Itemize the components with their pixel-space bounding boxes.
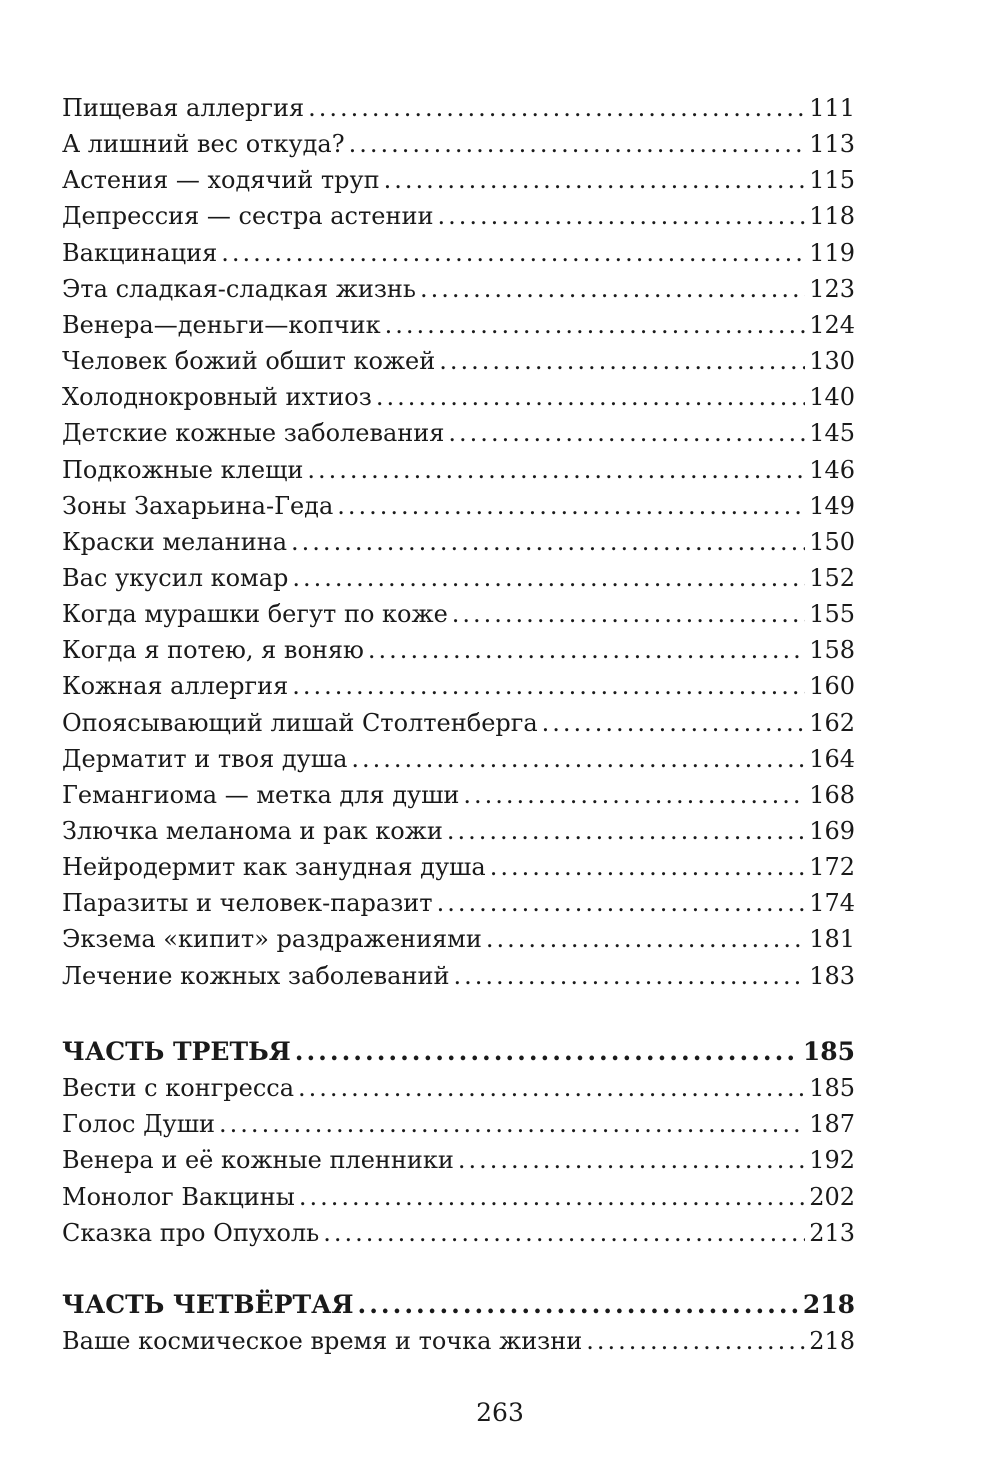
dot-leader (307, 453, 805, 487)
dot-leader (447, 814, 805, 848)
toc-entry (62, 416, 855, 450)
toc-entry-title: ЧАСТЬ ЧЕТВЁРТАЯ (62, 1290, 354, 1319)
toc-entry-page: 118 (809, 202, 855, 231)
dot-leader (337, 489, 805, 523)
dot-leader (221, 236, 805, 270)
dot-leader (376, 380, 805, 414)
toc-section-heading (62, 1288, 855, 1322)
toc-entry-title: Гемангиома — метка для души (62, 780, 460, 809)
toc-entry (62, 1071, 855, 1105)
dot-leader (292, 561, 805, 595)
toc-entry-page: 146 (809, 455, 855, 484)
toc-entry-page: 111 (809, 94, 855, 122)
toc-entry-title: Ваше космическое время и точка жизни (62, 1327, 583, 1356)
toc-entry-title: Паразиты и человек-паразит (62, 889, 433, 918)
toc-entry-page: 145 (809, 419, 855, 448)
toc-entry-title: Опоясывающий лишай Столтенберга (62, 708, 538, 737)
dot-leader (452, 597, 805, 631)
toc-entry-page: 155 (809, 600, 855, 629)
toc-entry-title: Экзема «кипит» раздражениями (62, 925, 482, 954)
toc-entry (62, 380, 855, 414)
toc-entry-page: 218 (802, 1290, 855, 1319)
toc-entry (62, 308, 855, 342)
toc-entry-title: Лечение кожных заболеваний (62, 961, 450, 990)
toc-entry-page: 123 (809, 274, 855, 303)
toc-entry (62, 236, 855, 270)
toc-entry-page: 113 (809, 130, 855, 159)
toc-entry-title: Монолог Вакцины (62, 1182, 295, 1211)
toc-entry-page: 152 (809, 563, 855, 592)
toc-entry-title: Венера и её кожные пленники (62, 1146, 454, 1175)
toc-entry (62, 561, 855, 595)
toc-entry-title: Злючка меланома и рак кожи (62, 817, 443, 845)
toc-entry-title: Человек божий обшит кожей (62, 347, 436, 376)
toc-entry-page: 158 (809, 636, 855, 665)
toc-entry-title: Когда мурашки бегут по коже (62, 600, 448, 629)
toc-entry-page: 169 (809, 817, 855, 845)
toc-entry (62, 525, 855, 559)
toc-entry-title: Депрессия — сестра астении (62, 202, 434, 231)
dot-leader (384, 163, 806, 197)
toc-entry-page: 140 (809, 383, 855, 412)
toc-entry-title: Дерматит и твоя душа (62, 744, 348, 773)
toc-entry-page: 192 (809, 1146, 855, 1175)
toc-entry-title: Голос Души (62, 1110, 216, 1139)
toc-entry-page: 168 (809, 780, 855, 809)
toc-entry-page: 183 (809, 961, 855, 990)
dot-leader (291, 525, 805, 559)
dot-leader (439, 344, 805, 378)
toc-entry-page: 119 (809, 238, 855, 267)
dot-leader (586, 1324, 805, 1358)
dot-leader (486, 922, 805, 956)
toc-entry-page: 202 (809, 1182, 855, 1211)
toc-entry-title: Сказка про Опухоль (62, 1218, 320, 1247)
toc-entry-title: Когда я потею, я воняю (62, 636, 364, 665)
dot-leader (542, 706, 806, 740)
toc-entry-page: 218 (809, 1327, 855, 1356)
toc-entry-title: Подкожные клещи (62, 455, 304, 484)
dot-leader (349, 127, 806, 161)
toc-entry (62, 127, 855, 161)
toc-entry (62, 1143, 855, 1177)
toc-entry-page: 164 (809, 744, 855, 773)
toc-entry (62, 163, 855, 197)
toc-entry (62, 1107, 855, 1141)
toc-entry-title: Зоны Захарьина-Геда (62, 491, 334, 520)
toc-section-heading (62, 1035, 855, 1069)
toc-entry (62, 778, 855, 812)
toc-entry-title: ЧАСТЬ ТРЕТЬЯ (62, 1037, 291, 1066)
toc-entry-page: 162 (809, 708, 855, 737)
dot-leader (437, 886, 806, 920)
toc-entry-page: 187 (809, 1110, 855, 1139)
toc-entry-title: Пищевая аллергия (62, 94, 305, 122)
toc-entry (62, 886, 855, 920)
toc-entry-title: Нейродермит как занудная душа (62, 853, 486, 882)
toc-entry (62, 706, 855, 740)
toc-entry (62, 669, 855, 703)
toc-entry (62, 922, 855, 956)
toc-entry (62, 814, 855, 848)
toc-entry (62, 959, 855, 993)
toc-entry-page: 160 (809, 672, 855, 701)
dot-leader (437, 199, 805, 233)
dot-leader (490, 850, 806, 884)
toc-entry (62, 633, 855, 667)
toc-entry-title: А лишний вес откуда? (62, 130, 345, 159)
toc-entry-page: 174 (809, 889, 855, 918)
toc-entry (62, 91, 855, 125)
toc-entry-page: 181 (809, 925, 855, 954)
toc-entry-page: 150 (809, 527, 855, 556)
dot-leader (385, 308, 806, 342)
dot-leader (453, 959, 805, 993)
dot-leader (463, 778, 805, 812)
dot-leader (351, 742, 805, 776)
toc-entry (62, 597, 855, 631)
toc-entry-page: 115 (809, 166, 855, 195)
toc-entry (62, 1324, 855, 1358)
dot-leader (298, 1071, 805, 1105)
toc-entry (62, 1180, 855, 1214)
toc-entry-title: Вакцинация (62, 238, 218, 267)
dot-leader (368, 633, 805, 667)
dot-leader (299, 1180, 805, 1214)
toc-entry-page: 149 (809, 491, 855, 520)
toc-entry-title: Вести с конгресса (62, 1074, 295, 1103)
toc-entry (62, 453, 855, 487)
toc-entry (62, 1216, 855, 1250)
dot-leader (323, 1216, 805, 1250)
dot-leader (420, 272, 805, 306)
toc-entry-title: Вас укусил комар (62, 563, 289, 592)
toc-entry-page: 124 (809, 310, 855, 339)
dot-leader (448, 416, 805, 450)
dot-leader (219, 1107, 805, 1141)
toc-entry (62, 489, 855, 523)
toc-entry (62, 272, 855, 306)
dot-leader (308, 91, 805, 125)
toc-entry-title: Детские кожные заболевания (62, 419, 445, 448)
toc-entry-page: 130 (809, 347, 855, 376)
toc-entry-title: Краски меланина (62, 527, 288, 556)
toc-entry (62, 742, 855, 776)
toc-entry (62, 199, 855, 233)
dot-leader (358, 1288, 799, 1322)
toc-entry-title: Эта сладкая-сладкая жизнь (62, 274, 416, 303)
toc-entry (62, 850, 855, 884)
toc-entry-page: 185 (809, 1074, 855, 1103)
toc-entry-title: Астения — ходячий труп (62, 166, 380, 195)
toc-entry-title: Холоднокровный ихтиоз (62, 383, 372, 412)
toc-entry-page: 213 (809, 1218, 855, 1247)
toc-entry-title: Кожная аллергия (62, 672, 289, 701)
dot-leader (458, 1143, 805, 1177)
toc-entry-page: 185 (802, 1037, 855, 1066)
toc-entry-page: 172 (809, 853, 855, 882)
page-number: 263 (476, 1398, 524, 1427)
toc-entry (62, 344, 855, 378)
dot-leader (292, 669, 805, 703)
dot-leader (295, 1035, 799, 1069)
toc-entry-title: Венера—деньги—копчик (62, 310, 381, 339)
